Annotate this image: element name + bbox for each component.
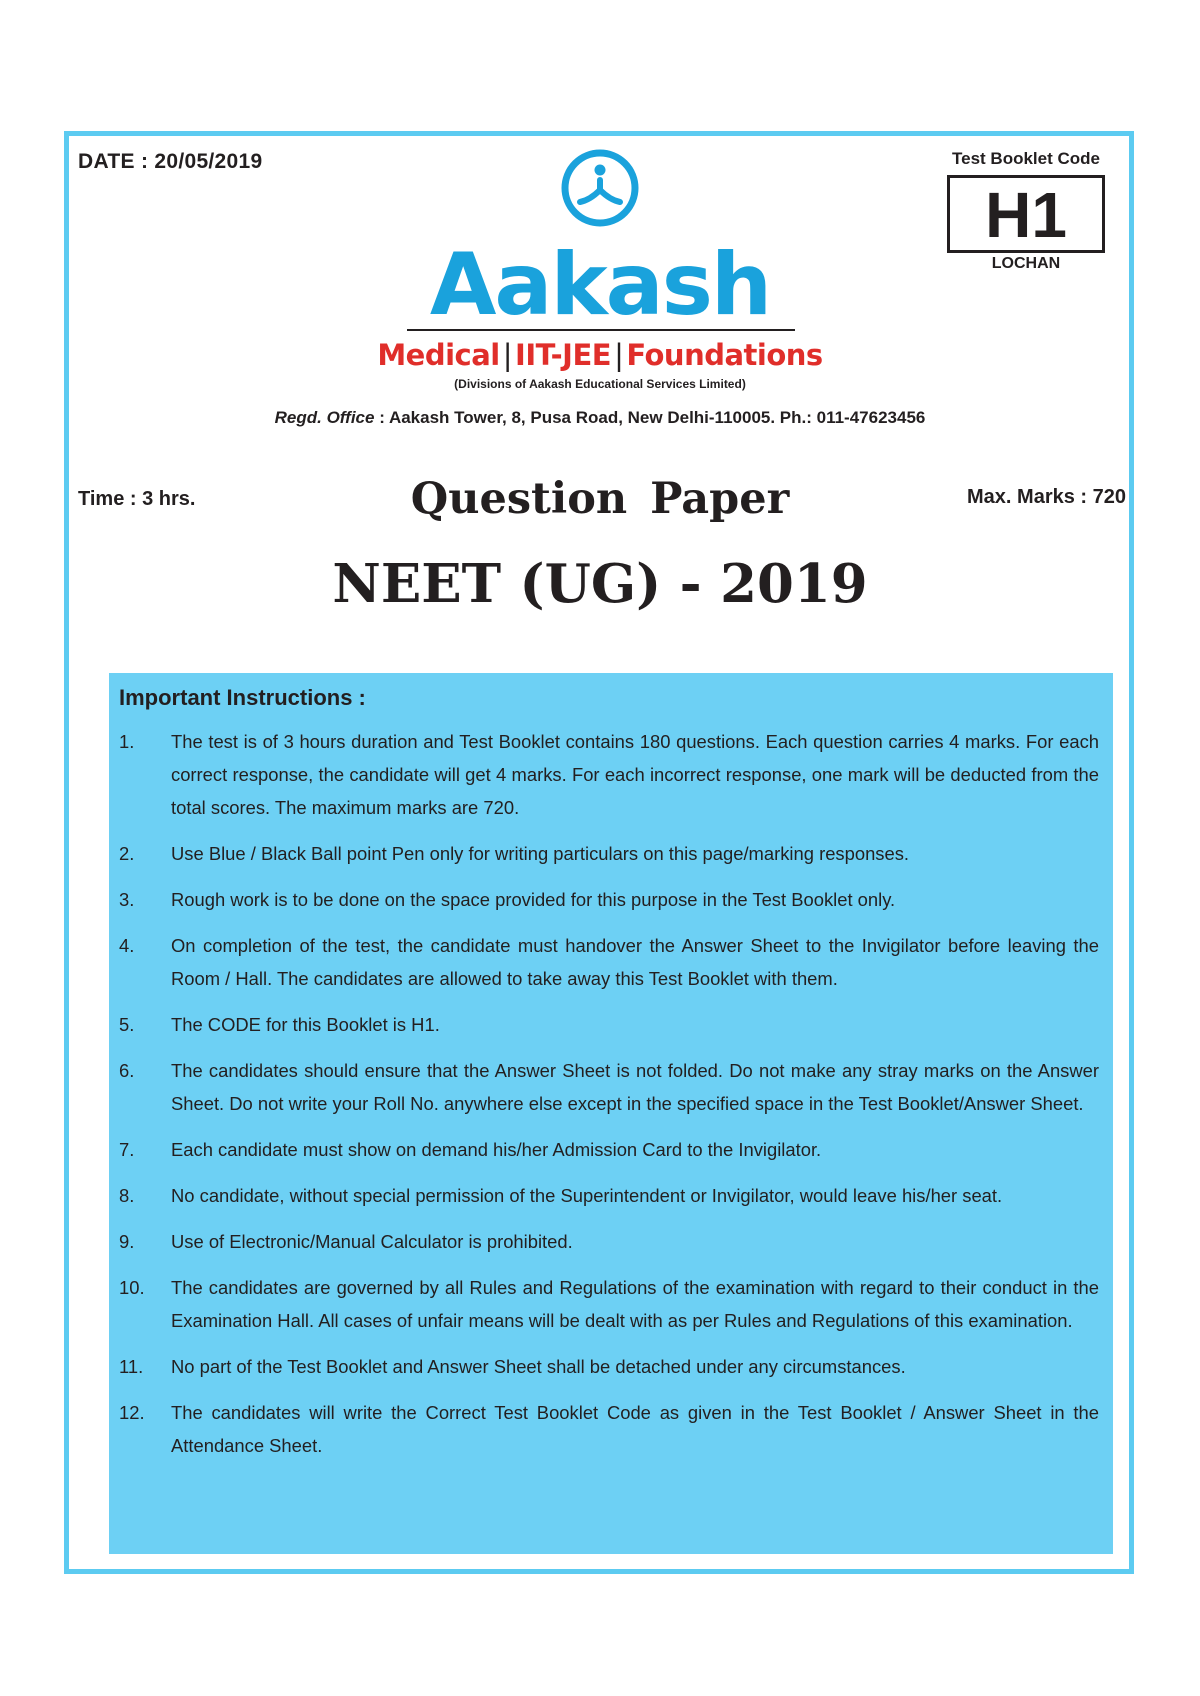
- brand-divider: [407, 329, 795, 331]
- regd-label: Regd. Office: [274, 408, 375, 427]
- instruction-number: 7.: [119, 1139, 135, 1160]
- max-marks: Max. Marks : 720: [967, 486, 1126, 508]
- instruction-text: No candidate, without special permission of the Superintendent or Invigilator, would leave his/her seat.: [171, 1185, 1003, 1206]
- instruction-item: [119, 883, 1099, 916]
- instruction-number: 4.: [119, 935, 135, 956]
- instruction-text: The candidates should ensure that the Answer Sheet is not folded. Do not make any stray marks on the Answer Sheet. Do not write your Roll No. anywhere else except in the specified space in the Test Booklet/Answer Sheet.: [171, 1060, 1099, 1114]
- division-foundations: Foundations: [626, 338, 823, 372]
- registered-office: [0, 408, 1200, 428]
- instruction-text: Rough work is to be done on the space provided for this purpose in the Test Booklet only.: [171, 889, 896, 910]
- instruction-number: 5.: [119, 1014, 135, 1035]
- booklet-code-caption: Test Booklet Code: [952, 149, 1100, 168]
- instruction-item: [119, 1054, 1099, 1120]
- instruction-number: 6.: [119, 1060, 135, 1081]
- instruction-number: 3.: [119, 889, 135, 910]
- exam-date: DATE : 20/05/2019: [78, 150, 263, 173]
- division-medical: Medical: [377, 338, 500, 372]
- instruction-item: [119, 1350, 1099, 1383]
- instruction-number: 12.: [119, 1402, 145, 1423]
- instruction-text: Use of Electronic/Manual Calculator is prohibited.: [171, 1231, 573, 1252]
- brand-divisions: Medical | IIT-JEE | Foundations: [377, 338, 823, 372]
- instruction-item: [119, 1008, 1099, 1041]
- instruction-text: The test is of 3 hours duration and Test Booklet contains 180 questions. Each question carries 4 marks. For each correct response, the candidate will get 4 marks. For each incorrect response, one mark will be deducted from the total scores. The maximum marks are 720.: [171, 731, 1099, 818]
- aakash-logo-icon: [560, 148, 640, 228]
- instruction-item: [119, 1133, 1099, 1166]
- brand-name: Aakash: [429, 235, 771, 335]
- instruction-item: [119, 1271, 1099, 1337]
- booklet-code-box: H1: [947, 175, 1105, 253]
- instruction-text: No part of the Test Booklet and Answer Sheet shall be detached under any circumstances.: [171, 1356, 906, 1377]
- instruction-text: The CODE for this Booklet is H1.: [171, 1014, 440, 1035]
- page-title: Question Paper: [410, 474, 790, 524]
- instruction-text: On completion of the test, the candidate must handover the Answer Sheet to the Invigilator before leaving the Room / Hall. The candidates are allowed to take away this Test Booklet with them.: [171, 935, 1099, 989]
- instruction-item: [119, 1225, 1099, 1258]
- exam-name: NEET (UG) - 2019: [332, 553, 868, 615]
- division-iit-jee: IIT-JEE: [515, 338, 612, 372]
- instruction-text: Each candidate must show on demand his/her Admission Card to the Invigilator.: [171, 1139, 822, 1160]
- instructions-panel: [109, 673, 1113, 1554]
- instruction-text: The candidates will write the Correct Test Booklet Code as given in the Test Booklet / Answer Sheet in the Attendance Sheet.: [171, 1402, 1099, 1456]
- brand-legal-line: (Divisions of Aakash Educational Services Limited): [454, 377, 746, 391]
- instruction-text: The candidates are governed by all Rules and Regulations of the examination with regard to their conduct in the Examination Hall. All cases of unfair means will be dealt with as per Rules and Regulations of this examination.: [171, 1277, 1099, 1331]
- instruction-item: [119, 1396, 1099, 1462]
- instruction-item: [119, 837, 1099, 870]
- instruction-number: 2.: [119, 843, 135, 864]
- instruction-item: [119, 929, 1099, 995]
- instruction-item: [119, 725, 1099, 824]
- booklet-code-name: LOCHAN: [991, 255, 1061, 272]
- instruction-number: 10.: [119, 1277, 145, 1298]
- instruction-number: 11.: [119, 1356, 144, 1377]
- instructions-heading: Important Instructions :: [119, 685, 366, 710]
- instruction-number: 9.: [119, 1231, 135, 1252]
- regd-text: : Aakash Tower, 8, Pusa Road, New Delhi-110005. Ph.: 011-47623456: [374, 408, 926, 427]
- instruction-text: Use Blue / Black Ball point Pen only for writing particulars on this page/marking responses.: [171, 843, 910, 864]
- instruction-number: 1.: [119, 731, 135, 752]
- instruction-number: 8.: [119, 1185, 135, 1206]
- instruction-item: [119, 1179, 1099, 1212]
- exam-time: Time : 3 hrs.: [78, 488, 196, 510]
